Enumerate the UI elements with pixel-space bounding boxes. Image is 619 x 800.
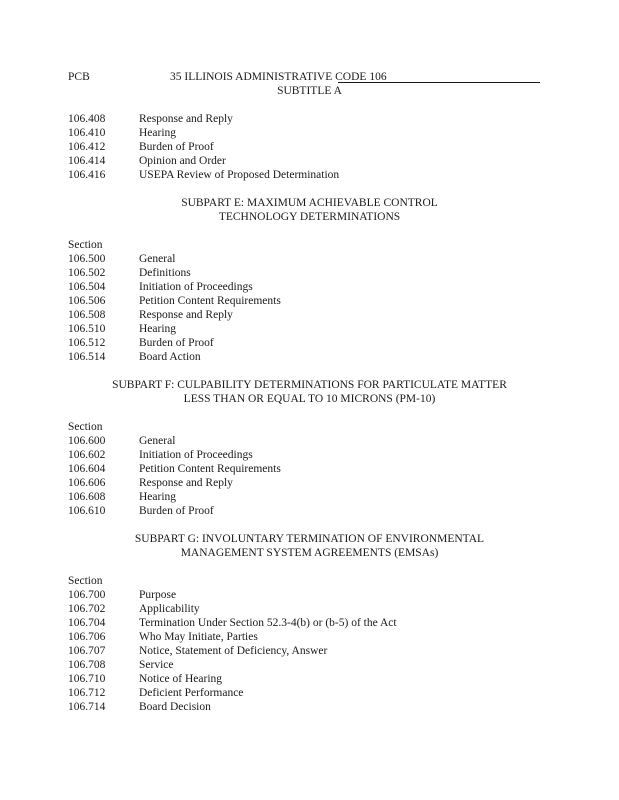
subpart-f-section-list (68, 420, 548, 518)
section-row (68, 308, 548, 322)
section-row (68, 434, 548, 448)
subpart-g-heading (0, 532, 619, 560)
section-title: Initiation of Proceedings (139, 281, 253, 293)
header-agency: PCB (68, 71, 90, 83)
section-number: 106.704 (68, 617, 106, 629)
section-title: Board Action (139, 351, 201, 363)
section-row (68, 336, 548, 350)
section-title: Hearing (139, 323, 177, 335)
section-title: Response and Reply (139, 309, 233, 321)
section-title: Applicability (139, 603, 200, 615)
section-row (68, 616, 548, 630)
section-label: Section (68, 239, 103, 251)
section-number: 106.702 (68, 603, 106, 615)
section-number: 106.712 (68, 687, 106, 699)
section-title: Who May Initiate, Parties (139, 631, 258, 643)
section-row (68, 154, 548, 168)
section-number: 106.606 (68, 477, 106, 489)
section-number: 106.602 (68, 449, 106, 461)
section-number: 106.510 (68, 323, 106, 335)
section-title: Purpose (139, 589, 177, 601)
section-title: Initiation of Proceedings (139, 449, 253, 461)
section-title: Burden of Proof (139, 141, 214, 153)
subpart-d-section-list (68, 112, 548, 182)
section-number: 106.412 (68, 141, 106, 153)
subpart-e-heading (0, 196, 619, 224)
section-number: 106.408 (68, 113, 106, 125)
section-row (68, 644, 548, 658)
section-row (68, 686, 548, 700)
section-row (68, 490, 548, 504)
section-row (68, 294, 548, 308)
subpart-heading-line: TECHNOLOGY DETERMINATIONS (218, 211, 401, 223)
section-row (68, 588, 548, 602)
section-label: Section (68, 575, 103, 587)
section-row (68, 168, 548, 182)
section-title: Board Decision (139, 701, 211, 713)
section-number: 106.604 (68, 463, 106, 475)
section-title: Burden of Proof (139, 505, 214, 517)
section-number: 106.706 (68, 631, 106, 643)
section-row (68, 462, 548, 476)
section-title: Notice of Hearing (139, 673, 223, 685)
section-number: 106.504 (68, 281, 106, 293)
section-row (68, 350, 548, 364)
section-number: 106.710 (68, 673, 106, 685)
subpart-heading-line: LESS THAN OR EQUAL TO 10 MICRONS (PM-10) (183, 393, 436, 405)
section-row (68, 112, 548, 126)
section-row (68, 126, 548, 140)
section-number: 106.414 (68, 155, 106, 167)
section-title: Termination Under Section 52.3-4(b) or (b-5) of the Act (139, 617, 397, 629)
section-title: Petition Content Requirements (139, 295, 281, 307)
section-title: USEPA Review of Proposed Determination (139, 169, 340, 181)
section-title: Response and Reply (139, 477, 233, 489)
section-number: 106.410 (68, 127, 106, 139)
section-number: 106.502 (68, 267, 106, 279)
section-title: Hearing (139, 127, 177, 139)
section-row (68, 630, 548, 644)
section-row (68, 602, 548, 616)
header-rule (338, 82, 540, 83)
section-number: 106.714 (68, 701, 106, 713)
subpart-heading-line: SUBPART F: CULPABILITY DETERMINATIONS FOR PARTICULATE MATTER (112, 379, 507, 391)
section-row (68, 140, 548, 154)
section-title: Deficient Performance (139, 687, 244, 699)
section-title: Burden of Proof (139, 337, 214, 349)
section-row (68, 280, 548, 294)
subpart-heading-line: SUBPART G: INVOLUNTARY TERMINATION OF ENVIRONMENTAL (134, 533, 485, 545)
section-label: Section (68, 421, 103, 433)
section-number: 106.707 (68, 645, 106, 657)
section-row (68, 266, 548, 280)
section-number: 106.608 (68, 491, 106, 503)
subpart-e-section-list (68, 238, 548, 364)
subpart-g-section-list (68, 574, 548, 714)
subpart-f-heading (0, 378, 619, 406)
section-row (68, 476, 548, 490)
section-row (68, 672, 548, 686)
section-row (68, 700, 548, 714)
section-title: Service (139, 659, 174, 671)
section-number: 106.506 (68, 295, 106, 307)
section-title: Petition Content Requirements (139, 463, 281, 475)
section-title: General (139, 435, 176, 447)
section-number: 106.700 (68, 589, 106, 601)
section-title: Definitions (139, 267, 191, 279)
section-number: 106.514 (68, 351, 106, 363)
section-row (68, 448, 548, 462)
section-number: 106.708 (68, 659, 106, 671)
section-number: 106.508 (68, 309, 106, 321)
section-number: 106.512 (68, 337, 106, 349)
section-number: 106.610 (68, 505, 106, 517)
section-title: Notice, Statement of Deficiency, Answer (139, 645, 328, 657)
section-number: 106.500 (68, 253, 106, 265)
page-header (68, 70, 540, 84)
header-title: 35 ILLINOIS ADMINISTRATIVE CODE 106 (170, 71, 387, 83)
subpart-heading-line: SUBPART E: MAXIMUM ACHIEVABLE CONTROL (181, 197, 438, 209)
section-row (68, 252, 548, 266)
header-subtitle: SUBTITLE A (277, 85, 342, 97)
section-number: 106.416 (68, 169, 106, 181)
section-title: Opinion and Order (139, 155, 226, 167)
section-number: 106.600 (68, 435, 106, 447)
section-row (68, 658, 548, 672)
section-title: General (139, 253, 176, 265)
section-title: Response and Reply (139, 113, 233, 125)
section-row (68, 504, 548, 518)
section-row (68, 322, 548, 336)
subpart-heading-line: MANAGEMENT SYSTEM AGREEMENTS (EMSAs) (180, 547, 439, 559)
section-title: Hearing (139, 491, 177, 503)
